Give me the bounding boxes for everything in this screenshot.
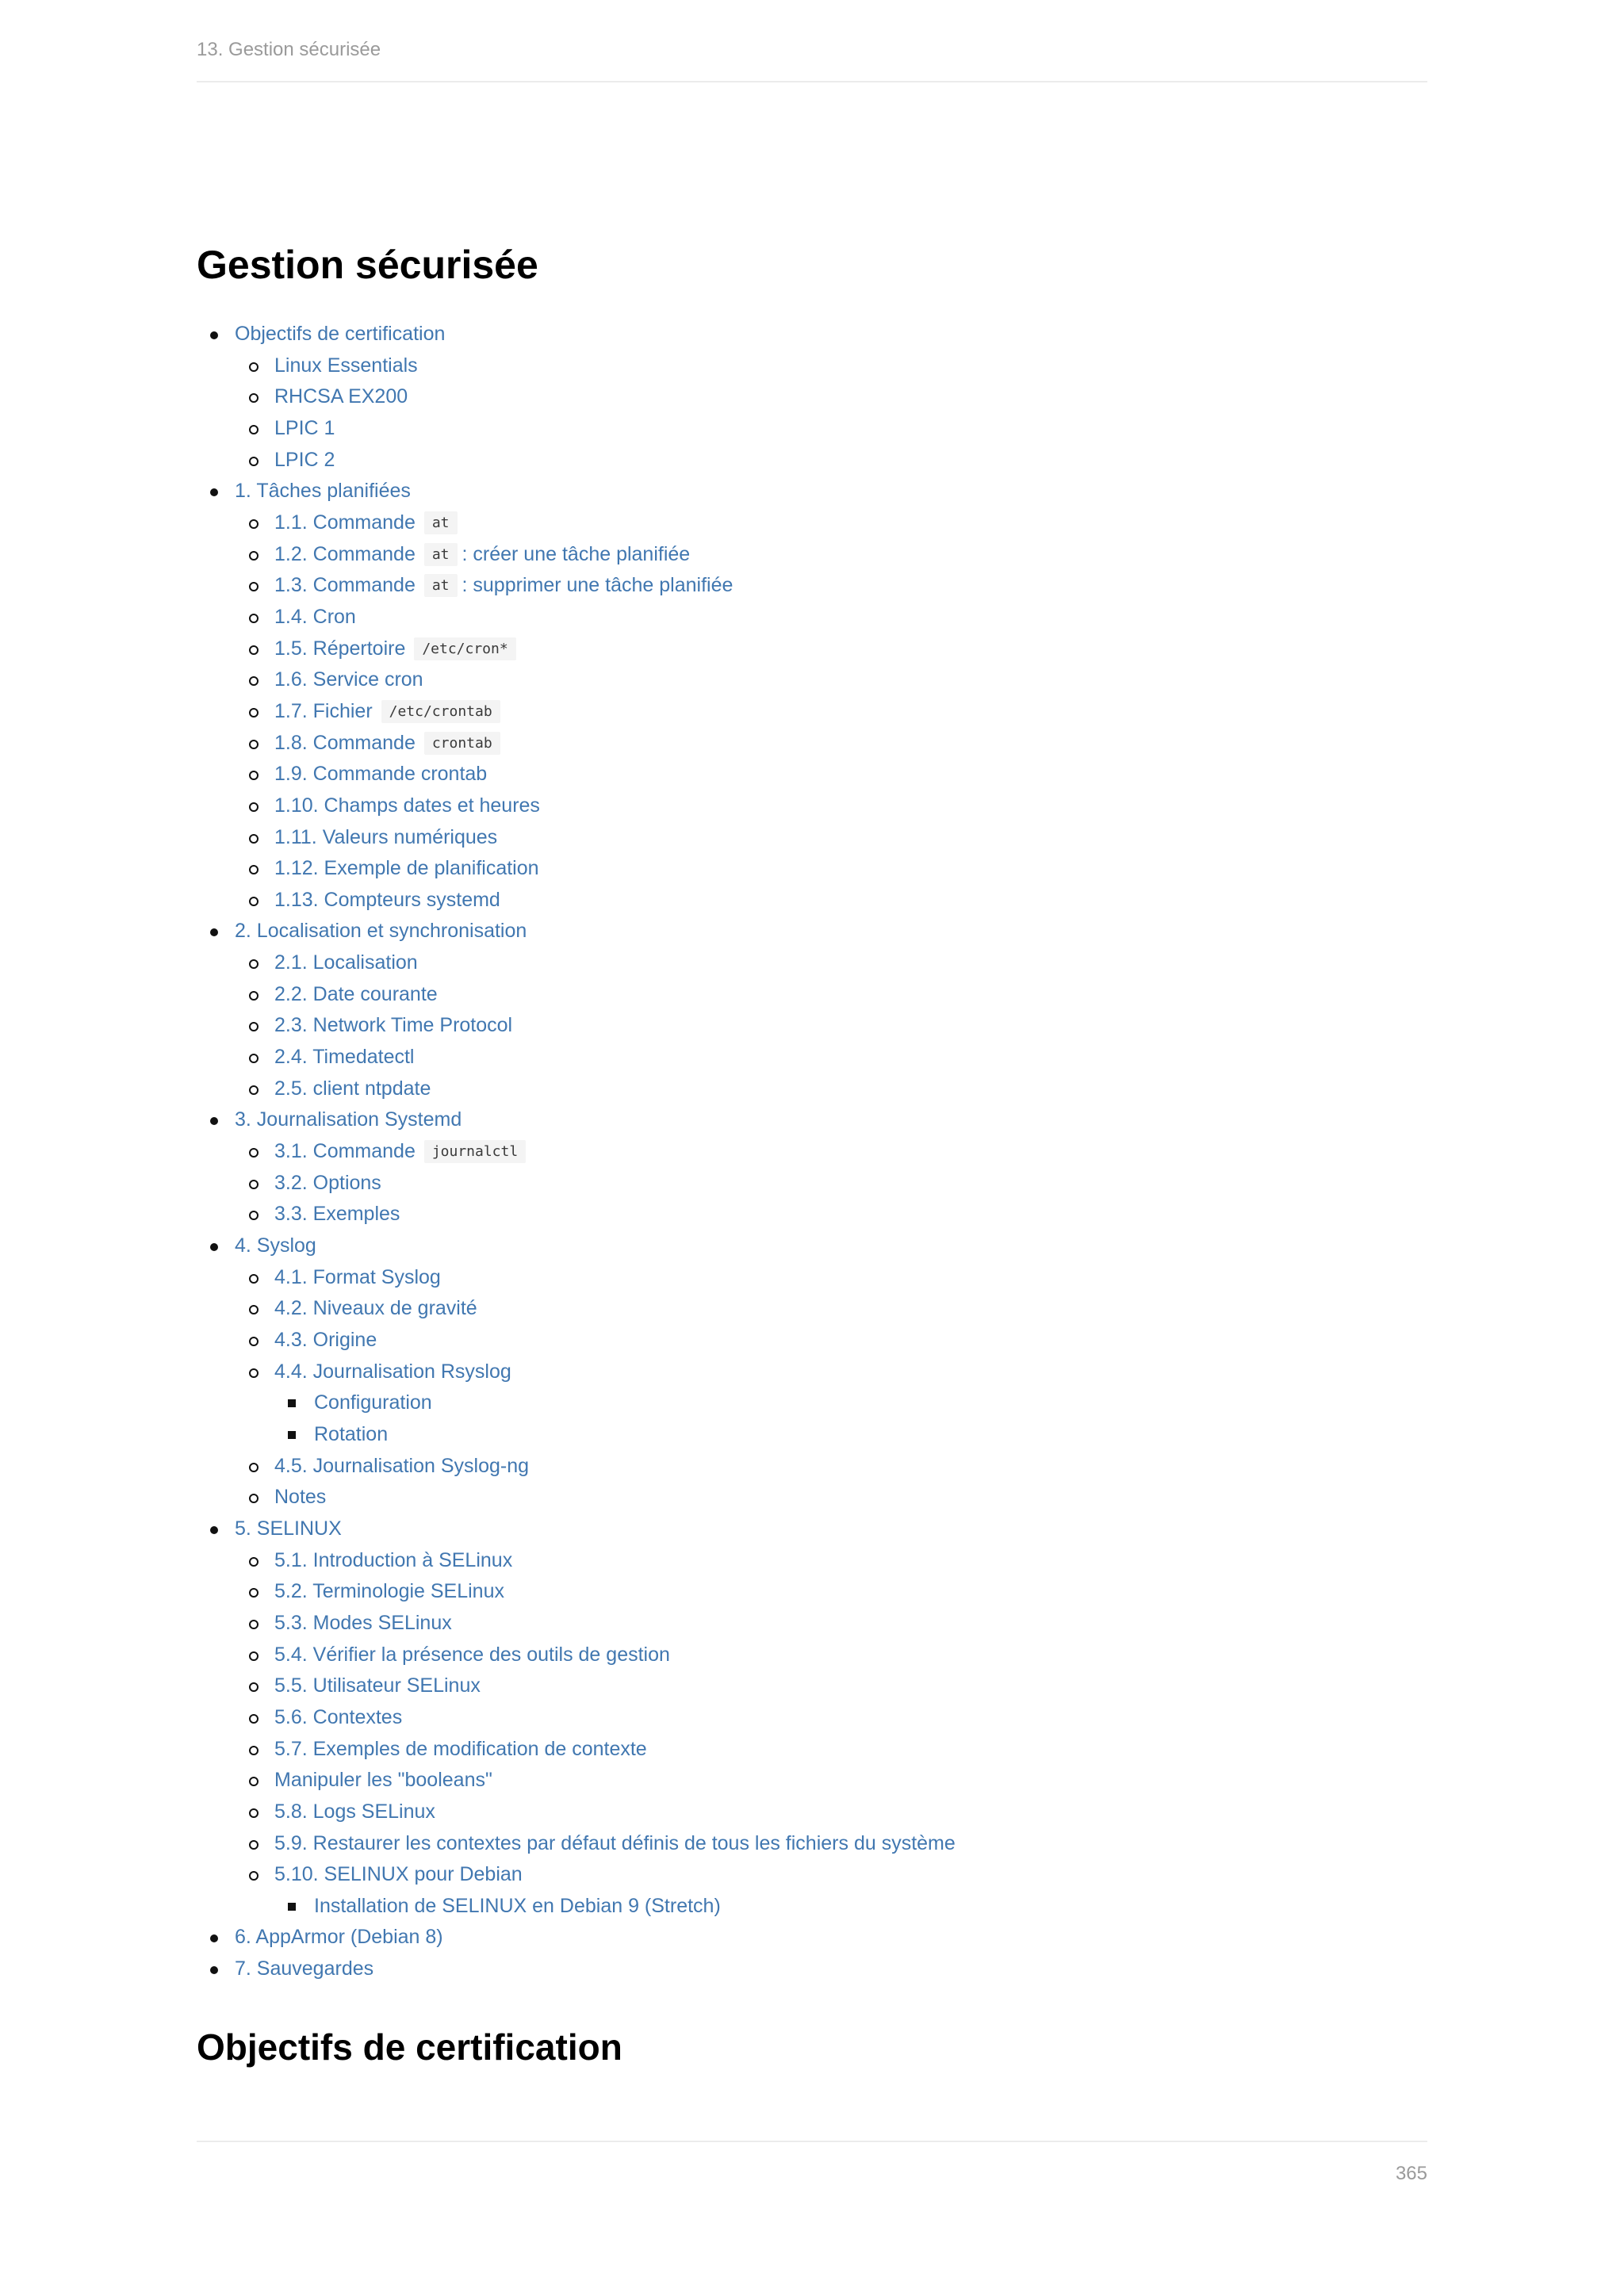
toc-link-text: 1.10. Champs dates et heures xyxy=(274,794,540,817)
toc-item-level-2 xyxy=(197,1073,956,1105)
toc-link-text: Objectifs de certification xyxy=(235,323,446,345)
toc-link[interactable] xyxy=(235,1108,462,1131)
toc-item-level-2 xyxy=(197,947,956,979)
circle-bullet-icon xyxy=(249,1746,259,1755)
toc-link-text: Notes xyxy=(274,1486,327,1509)
circle-bullet-icon xyxy=(249,1022,259,1031)
toc-item-level-2 xyxy=(197,1640,956,1671)
table-of-contents xyxy=(197,319,956,1985)
toc-link[interactable] xyxy=(314,1895,721,1917)
square-bullet-icon xyxy=(288,1431,296,1439)
toc-item-level-2 xyxy=(197,1702,956,1734)
toc-item-level-2 xyxy=(197,822,956,854)
toc-link-text: 1. Tâches planifiées xyxy=(235,480,411,503)
toc-link-text: LPIC 1 xyxy=(274,416,335,439)
page-header xyxy=(197,38,1427,82)
toc-link[interactable] xyxy=(274,1832,956,1854)
toc-link-text: Configuration xyxy=(314,1391,432,1414)
disc-bullet-icon xyxy=(210,1966,218,1974)
circle-bullet-icon xyxy=(249,1305,259,1314)
circle-bullet-icon xyxy=(249,551,259,561)
toc-link[interactable] xyxy=(274,511,462,534)
toc-link[interactable] xyxy=(274,1140,530,1162)
inline-code: at xyxy=(424,511,458,534)
circle-bullet-icon xyxy=(249,1777,259,1786)
toc-link-text: RHCSA EX200 xyxy=(274,385,408,408)
toc-item-level-2 xyxy=(197,1670,956,1702)
page-footer xyxy=(197,2141,1427,2184)
section-heading: Objectifs de certification xyxy=(197,2026,622,2068)
toc-link-text: 2. Localisation et synchronisation xyxy=(235,920,527,943)
toc-link-text: 1.2. Commande xyxy=(274,542,416,565)
toc-item-level-2 xyxy=(197,728,956,760)
toc-link[interactable] xyxy=(274,1549,512,1571)
toc-link-text: 1.6. Service cron xyxy=(274,668,423,691)
toc-item-level-1 xyxy=(197,1954,956,1985)
disc-bullet-icon xyxy=(210,488,218,496)
toc-item-level-2 xyxy=(197,1859,956,1891)
toc-link[interactable] xyxy=(274,606,356,628)
toc-item-level-2 xyxy=(197,1010,956,1042)
toc-link[interactable] xyxy=(274,1486,326,1508)
toc-item-level-2 xyxy=(197,1765,956,1797)
toc-link[interactable] xyxy=(274,1644,670,1666)
toc-link[interactable] xyxy=(274,1172,381,1194)
toc-item-level-2 xyxy=(197,759,956,790)
inline-code: /etc/crontab xyxy=(381,700,500,723)
toc-link[interactable] xyxy=(274,1706,402,1728)
toc-item-level-2 xyxy=(197,979,956,1011)
toc-item-level-2 xyxy=(197,507,956,539)
toc-item-level-2 xyxy=(197,1797,956,1828)
toc-link-text: 1.5. Répertoire xyxy=(274,637,406,660)
circle-bullet-icon xyxy=(249,1588,259,1598)
toc-item-level-3 xyxy=(197,1419,956,1451)
circle-bullet-icon xyxy=(249,1808,259,1818)
inline-code: at xyxy=(424,543,458,566)
toc-link[interactable] xyxy=(274,826,497,848)
toc-item-level-2 xyxy=(197,1168,956,1200)
toc-link-text: 5.5. Utilisateur SELinux xyxy=(274,1674,481,1697)
toc-link[interactable] xyxy=(274,543,690,565)
circle-bullet-icon xyxy=(249,1054,259,1063)
toc-link-text: 3.1. Commande xyxy=(274,1140,416,1163)
circle-bullet-icon xyxy=(249,393,259,403)
disc-bullet-icon xyxy=(210,331,218,339)
toc-link[interactable] xyxy=(274,668,423,691)
toc-item-level-2 xyxy=(197,1262,956,1294)
toc-link[interactable] xyxy=(274,385,408,408)
toc-link-text: 1.9. Commande crontab xyxy=(274,763,488,786)
toc-link-text: 1.12. Exemple de planification xyxy=(274,857,539,880)
toc-link[interactable] xyxy=(274,574,733,596)
toc-link-text: 5.10. SELINUX pour Debian xyxy=(274,1863,523,1886)
toc-link-text: 4. Syslog xyxy=(235,1234,316,1257)
toc-item-level-1 xyxy=(197,1513,956,1545)
circle-bullet-icon xyxy=(249,425,259,434)
toc-item-level-2 xyxy=(197,664,956,696)
disc-bullet-icon xyxy=(210,1934,218,1942)
toc-link-text: 5.6. Contextes xyxy=(274,1705,403,1728)
toc-link[interactable] xyxy=(274,1455,529,1477)
circle-bullet-icon xyxy=(249,1274,259,1284)
toc-item-level-2 xyxy=(197,696,956,728)
toc-item-level-2 xyxy=(197,633,956,665)
toc-item-level-2 xyxy=(197,1828,956,1860)
circle-bullet-icon xyxy=(249,1840,259,1850)
circle-bullet-icon xyxy=(249,1871,259,1881)
toc-link-text: Rotation xyxy=(314,1422,389,1445)
toc-link[interactable] xyxy=(274,1612,452,1634)
toc-link-text: 2.4. Timedatectl xyxy=(274,1046,415,1069)
toc-link[interactable] xyxy=(274,700,505,722)
toc-link[interactable] xyxy=(314,1423,388,1445)
toc-item-level-2 xyxy=(197,1199,956,1230)
circle-bullet-icon xyxy=(249,1557,259,1567)
toc-link-text: 4.5. Journalisation Syslog-ng xyxy=(274,1454,530,1477)
toc-link-suffix: : créer une tâche planifiée xyxy=(462,542,691,565)
toc-link-text: 5.7. Exemples de modification de contexte xyxy=(274,1737,647,1760)
toc-link[interactable] xyxy=(274,1266,441,1288)
toc-link-text: 2.2. Date courante xyxy=(274,982,438,1005)
toc-item-level-1 xyxy=(197,1230,956,1262)
toc-item-level-2 xyxy=(197,885,956,916)
circle-bullet-icon xyxy=(249,1337,259,1346)
toc-item-level-2 xyxy=(197,1608,956,1640)
toc-item-level-1 xyxy=(197,476,956,507)
toc-link[interactable] xyxy=(274,1297,477,1319)
toc-item-level-2 xyxy=(197,1136,956,1168)
circle-bullet-icon xyxy=(249,865,259,874)
toc-link[interactable] xyxy=(274,763,487,785)
circle-bullet-icon xyxy=(249,582,259,591)
toc-item-level-2 xyxy=(197,1325,956,1357)
circle-bullet-icon xyxy=(249,519,259,529)
toc-link[interactable] xyxy=(274,889,500,911)
toc-item-level-2 xyxy=(197,539,956,571)
toc-link-text: Manipuler les "booleans" xyxy=(274,1769,492,1792)
toc-link-text: 3. Journalisation Systemd xyxy=(235,1108,462,1131)
circle-bullet-icon xyxy=(249,959,259,969)
toc-link[interactable] xyxy=(274,1800,435,1823)
toc-link[interactable] xyxy=(274,1046,414,1068)
toc-link-text: 2.5. client ntpdate xyxy=(274,1077,431,1100)
circle-bullet-icon xyxy=(249,1714,259,1724)
circle-bullet-icon xyxy=(249,457,259,466)
toc-item-level-2 xyxy=(197,1576,956,1608)
circle-bullet-icon xyxy=(249,645,259,655)
toc-item-level-2 xyxy=(197,1357,956,1388)
toc-link-text: 1.3. Commande xyxy=(274,574,416,597)
square-bullet-icon xyxy=(288,1399,296,1407)
toc-link[interactable] xyxy=(274,732,505,754)
circle-bullet-icon xyxy=(249,897,259,906)
toc-link[interactable] xyxy=(235,1517,342,1540)
toc-link-text: 1.1. Commande xyxy=(274,511,416,534)
toc-link[interactable] xyxy=(274,1580,504,1602)
toc-item-level-2 xyxy=(197,445,956,476)
inline-code: at xyxy=(424,574,458,597)
disc-bullet-icon xyxy=(210,928,218,936)
toc-link-text: 5.1. Introduction à SELinux xyxy=(274,1548,513,1571)
toc-link[interactable] xyxy=(274,1738,647,1760)
toc-link-text: 3.2. Options xyxy=(274,1171,381,1194)
circle-bullet-icon xyxy=(249,1368,259,1378)
toc-link-text: 2.3. Network Time Protocol xyxy=(274,1014,513,1037)
circle-bullet-icon xyxy=(249,1148,259,1158)
toc-link-text: 4.4. Journalisation Rsyslog xyxy=(274,1360,511,1383)
toc-link[interactable] xyxy=(274,857,539,879)
toc-link-text: 1.4. Cron xyxy=(274,605,356,628)
toc-item-level-2 xyxy=(197,602,956,633)
toc-item-level-2 xyxy=(197,1451,956,1483)
circle-bullet-icon xyxy=(249,1682,259,1692)
circle-bullet-icon xyxy=(249,1494,259,1503)
toc-link-text: 1.11. Valeurs numériques xyxy=(274,825,498,848)
toc-link-text: 4.2. Niveaux de gravité xyxy=(274,1297,477,1320)
toc-link-text: 5.8. Logs SELinux xyxy=(274,1800,435,1823)
toc-item-level-2 xyxy=(197,570,956,602)
toc-link-text: 2.1. Localisation xyxy=(274,951,418,974)
toc-link[interactable] xyxy=(274,637,521,660)
toc-item-level-2 xyxy=(197,1545,956,1577)
disc-bullet-icon xyxy=(210,1526,218,1534)
circle-bullet-icon xyxy=(249,362,259,372)
toc-item-level-1 xyxy=(197,916,956,947)
toc-link-text: 6. AppArmor (Debian 8) xyxy=(235,1926,443,1949)
toc-link[interactable] xyxy=(235,920,527,942)
circle-bullet-icon xyxy=(249,1651,259,1661)
toc-item-level-2 xyxy=(197,1293,956,1325)
toc-item-level-3 xyxy=(197,1891,956,1923)
toc-link[interactable] xyxy=(274,794,540,817)
toc-link-text: Linux Essentials xyxy=(274,354,418,377)
toc-link-text: 7. Sauvegardes xyxy=(235,1957,374,1980)
toc-link[interactable] xyxy=(274,983,438,1005)
toc-link[interactable] xyxy=(274,1360,511,1383)
square-bullet-icon xyxy=(288,1903,296,1911)
toc-link[interactable] xyxy=(274,354,418,377)
disc-bullet-icon xyxy=(210,1117,218,1125)
toc-link[interactable] xyxy=(235,323,445,345)
toc-link[interactable] xyxy=(274,417,335,439)
circle-bullet-icon xyxy=(249,1620,259,1629)
circle-bullet-icon xyxy=(249,614,259,623)
toc-link[interactable] xyxy=(235,480,411,502)
disc-bullet-icon xyxy=(210,1243,218,1251)
toc-item-level-1 xyxy=(197,319,956,350)
toc-link-suffix: : supprimer une tâche planifiée xyxy=(462,574,733,597)
toc-link[interactable] xyxy=(274,1329,377,1351)
circle-bullet-icon xyxy=(249,1180,259,1189)
toc-item-level-3 xyxy=(197,1387,956,1419)
toc-item-level-2 xyxy=(197,853,956,885)
page-title: Gestion sécurisée xyxy=(197,243,538,287)
toc-link[interactable] xyxy=(314,1391,432,1414)
toc-link-text: 1.8. Commande xyxy=(274,731,416,754)
circle-bullet-icon xyxy=(249,740,259,749)
toc-item-level-1 xyxy=(197,1922,956,1954)
toc-link-text: 4.1. Format Syslog xyxy=(274,1265,441,1288)
inline-code: /etc/cron* xyxy=(414,637,515,660)
toc-link-text: 5.4. Vérifier la présence des outils de gestion xyxy=(274,1643,670,1666)
toc-item-level-2 xyxy=(197,350,956,382)
toc-item-level-2 xyxy=(197,1734,956,1766)
toc-item-level-2 xyxy=(197,1042,956,1073)
toc-link[interactable] xyxy=(235,1234,316,1257)
toc-link-text: 3.3. Exemples xyxy=(274,1203,400,1226)
toc-link[interactable] xyxy=(274,449,335,471)
circle-bullet-icon xyxy=(249,771,259,780)
toc-link-text: 1.7. Fichier xyxy=(274,699,373,722)
circle-bullet-icon xyxy=(249,802,259,812)
toc-item-level-2 xyxy=(197,1482,956,1513)
toc-link[interactable] xyxy=(235,1926,443,1948)
toc-link[interactable] xyxy=(274,1077,431,1100)
toc-link-text: 1.13. Compteurs systemd xyxy=(274,888,500,911)
circle-bullet-icon xyxy=(249,676,259,686)
circle-bullet-icon xyxy=(249,991,259,1001)
circle-bullet-icon xyxy=(249,1463,259,1472)
toc-item-level-2 xyxy=(197,413,956,445)
toc-link[interactable] xyxy=(274,1769,492,1791)
toc-link-text: Installation de SELINUX en Debian 9 (Stretch) xyxy=(314,1894,721,1917)
toc-link-text: 5.2. Terminologie SELinux xyxy=(274,1580,504,1603)
toc-link[interactable] xyxy=(274,1203,400,1225)
toc-link[interactable] xyxy=(274,1014,512,1036)
toc-link[interactable] xyxy=(274,951,418,974)
toc-link-text: LPIC 2 xyxy=(274,448,335,471)
circle-bullet-icon xyxy=(249,1085,259,1095)
circle-bullet-icon xyxy=(249,1211,259,1220)
circle-bullet-icon xyxy=(249,834,259,844)
toc-item-level-1 xyxy=(197,1104,956,1136)
toc-item-level-2 xyxy=(197,381,956,413)
inline-code: journalctl xyxy=(424,1140,526,1163)
toc-item-level-2 xyxy=(197,790,956,822)
toc-link[interactable] xyxy=(274,1863,523,1885)
toc-link-text: 5. SELINUX xyxy=(235,1517,342,1540)
circle-bullet-icon xyxy=(249,708,259,718)
page-number: 365 xyxy=(1395,2163,1427,2184)
toc-link-text: 5.9. Restaurer les contextes par défaut définis de tous les fichiers du système xyxy=(274,1831,956,1854)
toc-link[interactable] xyxy=(274,1674,481,1697)
toc-link-text: 5.3. Modes SELinux xyxy=(274,1611,452,1634)
running-title: 13. Gestion sécurisée xyxy=(197,39,381,60)
inline-code: crontab xyxy=(424,732,500,755)
toc-link-text: 4.3. Origine xyxy=(274,1329,377,1351)
toc-link[interactable] xyxy=(235,1957,373,1980)
